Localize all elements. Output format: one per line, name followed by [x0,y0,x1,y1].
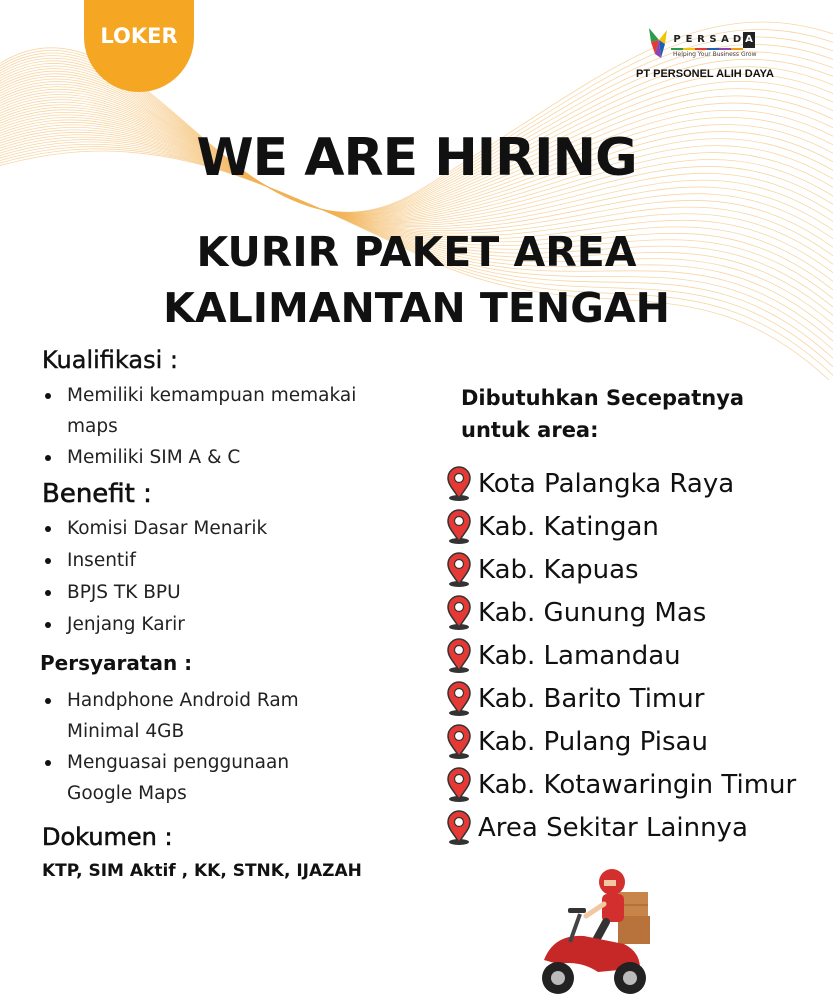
logo-letter: A [743,32,755,48]
area-item [444,677,829,720]
benefits-list [40,513,430,641]
logo-letter: A [719,32,731,50]
areas-section [444,382,829,849]
persada-wordmark [671,32,755,50]
loker-badge-label: LOKER [100,24,178,48]
company-name: PT PERSONEL ALIH DAYA [636,68,774,80]
area-name: Kab. Barito Timur [478,683,705,714]
area-item [444,505,829,548]
logo-letter: D [731,32,743,50]
area-name: Kab. Lamandau [478,640,681,671]
area-name: Kab. Kotawaringin Timur [478,769,797,800]
requirement-item: Menguasai penggunaan Google Maps [40,747,357,809]
area-name: Kab. Kapuas [478,554,639,585]
logo-tagline: Helping Your Business Grow [673,51,757,58]
location-pin-icon [444,595,474,631]
benefit-item: Komisi Dasar Menarik [40,513,430,545]
location-pin-icon [444,638,474,674]
area-name: Kab. Pulang Pisau [478,726,708,757]
areas-list [444,462,829,849]
area-item [444,720,829,763]
persada-star-icon [645,24,671,64]
courier-scooter-illustration [528,864,664,1000]
location-pin-icon [444,767,474,803]
logo-letter: E [683,32,695,50]
location-pin-icon [444,509,474,545]
areas-title: Dibutuhkan Secepatnya untuk area: [461,386,745,442]
requirements-title: Persyaratan : [40,651,193,675]
area-name: Area Sekitar Lainnya [478,812,748,843]
documents-title: Dokumen : [42,823,173,851]
area-item [444,462,829,505]
area-item [444,591,829,634]
location-pin-icon [444,466,474,502]
area-name: Kab. Katingan [478,511,659,542]
area-item [444,634,829,677]
position-title [0,224,833,336]
location-pin-icon [444,810,474,846]
requirement-item: Handphone Android Ram Minimal 4GB [40,685,357,747]
location-pin-icon [444,681,474,717]
logo-letter: P [671,32,683,50]
position-title-line-2: KALIMANTAN TENGAH [163,284,670,332]
benefit-item: Insentif [40,545,430,577]
hiring-headline: WE ARE HIRING [196,128,637,188]
benefits-title: Benefit : [42,479,152,509]
documents-text: KTP, SIM Aktif , KK, STNK, IJAZAH [42,861,362,881]
requirements-list [40,685,430,809]
qualifications-title: Kualifikasi : [42,346,178,374]
benefit-item: BPJS TK BPU [40,577,430,609]
logo-letter: R [695,32,707,50]
qualifications-list [40,380,430,473]
location-pin-icon [444,552,474,588]
logo-letter: S [707,32,719,50]
qualification-item: Memiliki kemampuan memakai maps [40,380,407,442]
area-name: Kota Palangka Raya [478,468,735,499]
position-title-line-1: KURIR PAKET AREA [196,228,637,276]
area-item [444,806,829,849]
area-item [444,548,829,591]
qualification-item: Memiliki SIM A & C [40,442,430,473]
area-name: Kab. Gunung Mas [478,597,707,628]
location-pin-icon [444,724,474,760]
job-details [40,346,430,881]
area-item [444,763,829,806]
benefit-item: Jenjang Karir [40,609,430,641]
